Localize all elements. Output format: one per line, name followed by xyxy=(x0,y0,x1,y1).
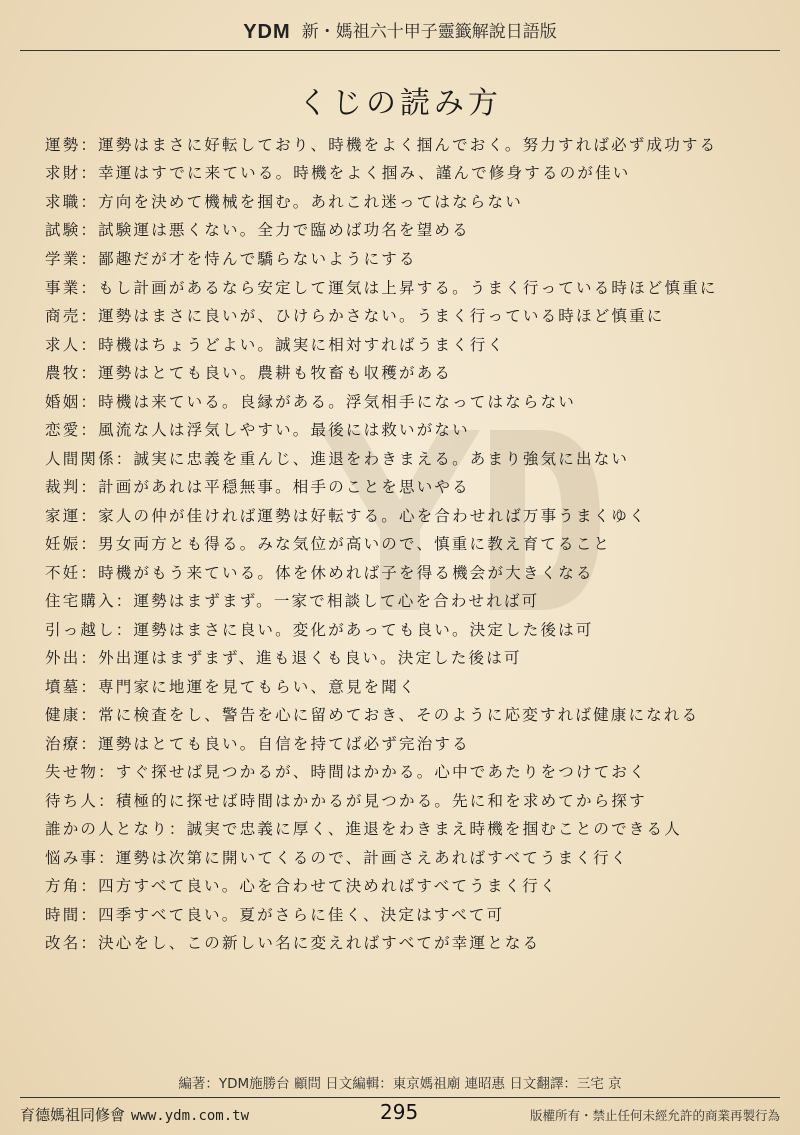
list-item: 墳墓：専門家に地運を見てもらい、意見を聞く xyxy=(45,677,417,696)
footer-org xyxy=(20,1104,249,1125)
list-item: 治療：運勢はとても良い。自信を持てば必ず完治する xyxy=(45,734,470,753)
reading-list xyxy=(45,130,760,958)
list-item: 農牧：運勢はとても良い。農耕も牧畜も収穫がある xyxy=(45,364,453,382)
list-item: 求人：時機はちょうどよい。誠実に相対すればうまく行く xyxy=(45,335,506,354)
list-item: 試験：試験運は悪くない。全力で臨めば功名を望める xyxy=(45,221,470,239)
page-number: 295 xyxy=(380,1100,419,1124)
page-footer xyxy=(20,1097,780,1128)
list-item: 運勢：運勢はまさに好転しており、時機をよく掴んでおく。努力すれば必ず成功する xyxy=(45,136,718,154)
list-item: 外出：外出運はまずまず、進も退くも良い。決定した後は可 xyxy=(45,649,522,667)
list-item: 学業：鄙趣だが才を恃んで驕らないようにする xyxy=(45,249,417,268)
list-item: 改名：決心をし、この新しい名に変えればすべてが幸運となる xyxy=(45,934,541,952)
list-item: 事業：もし計画があるなら安定して運気は上昇する。うまく行っている時ほど慎重に xyxy=(45,279,718,297)
list-item: 恋愛：風流な人は浮気しやすい。最後には救いがない xyxy=(45,421,470,439)
list-item: 不妊：時機がもう来ている。体を休めれば子を得る機会が大きくなる xyxy=(45,563,594,582)
copyright-notice: 版權所有・禁止任何未經允許的商業再製行為 xyxy=(529,1108,780,1123)
org-name: 育德媽祖同修會 xyxy=(20,1106,126,1124)
list-item: 婚姻：時機は来ている。良縁がある。浮気相手になってはならない xyxy=(45,392,577,411)
list-item: 健康：常に検査をし、警告を心に留めておき、そのように応変すれば健康になれる xyxy=(45,706,700,724)
list-item: 方角：四方すべて良い。心を合わせて決めればすべてうまく行く xyxy=(45,877,558,895)
list-item: 住宅購入：運勢はまずまず。一家で相談して心を合わせれば可 xyxy=(45,592,540,610)
website-link[interactable]: www.ydm.com.tw xyxy=(131,1108,250,1124)
page-title: くじの読み方 xyxy=(298,86,502,121)
page-header xyxy=(20,14,780,51)
list-item: 妊娠：男女両方とも得る。みな気位が高いので、慎重に教え育てること xyxy=(45,535,612,553)
ydm-logo: YDM xyxy=(243,20,291,43)
list-item: 時間：四季すべて良い。夏がさらに佳く、決定はすべて可 xyxy=(45,905,505,924)
list-item: 求財：幸運はすでに来ている。時機をよく掴み、謹んで修身するのが佳い xyxy=(45,164,631,182)
list-item: 引っ越し：運勢はまさに良い。変化があっても良い。決定した後は可 xyxy=(45,620,594,639)
list-item: 誰かの人となり：誠実で忠義に厚く、進退をわきまえ時機を掴むことのできる人 xyxy=(45,820,682,838)
list-item: 悩み事：運勢は次第に開いてくるので、計画さえあればすべてうまく行く xyxy=(45,848,629,867)
credits-line: 編著：YDM施勝台 顧問 日文編輯：東京媽祖廟 連昭惠 日文翻譯：三宅 京 xyxy=(178,1076,622,1092)
list-item: 商売：運勢はまさに良いが、ひけらかさない。うまく行っている時ほど慎重に xyxy=(45,307,665,325)
book-title: 新・媽祖六十甲子靈籤解說日語版 xyxy=(301,22,557,42)
list-item: 人間関係：誠実に忠義を重んじ、進退をわきまえる。あまり強気に出ない xyxy=(45,449,630,468)
list-item: 求職：方向を決めて機械を掴む。あれこれ迷ってはならない xyxy=(45,192,523,211)
list-item: 家運：家人の仲が佳ければ運勢は好転する。心を合わせれば万事うまくゆく xyxy=(45,506,647,525)
list-item: 失せ物：すぐ探せば見つかるが、時間はかかる。心中であたりをつけておく xyxy=(45,763,647,781)
list-item: 裁判：計画があれは平穏無事。相手のことを思いやる xyxy=(45,478,470,496)
list-item: 待ち人：積極的に探せば時間はかかるが見つかる。先に和を求めてから探す xyxy=(45,791,647,810)
